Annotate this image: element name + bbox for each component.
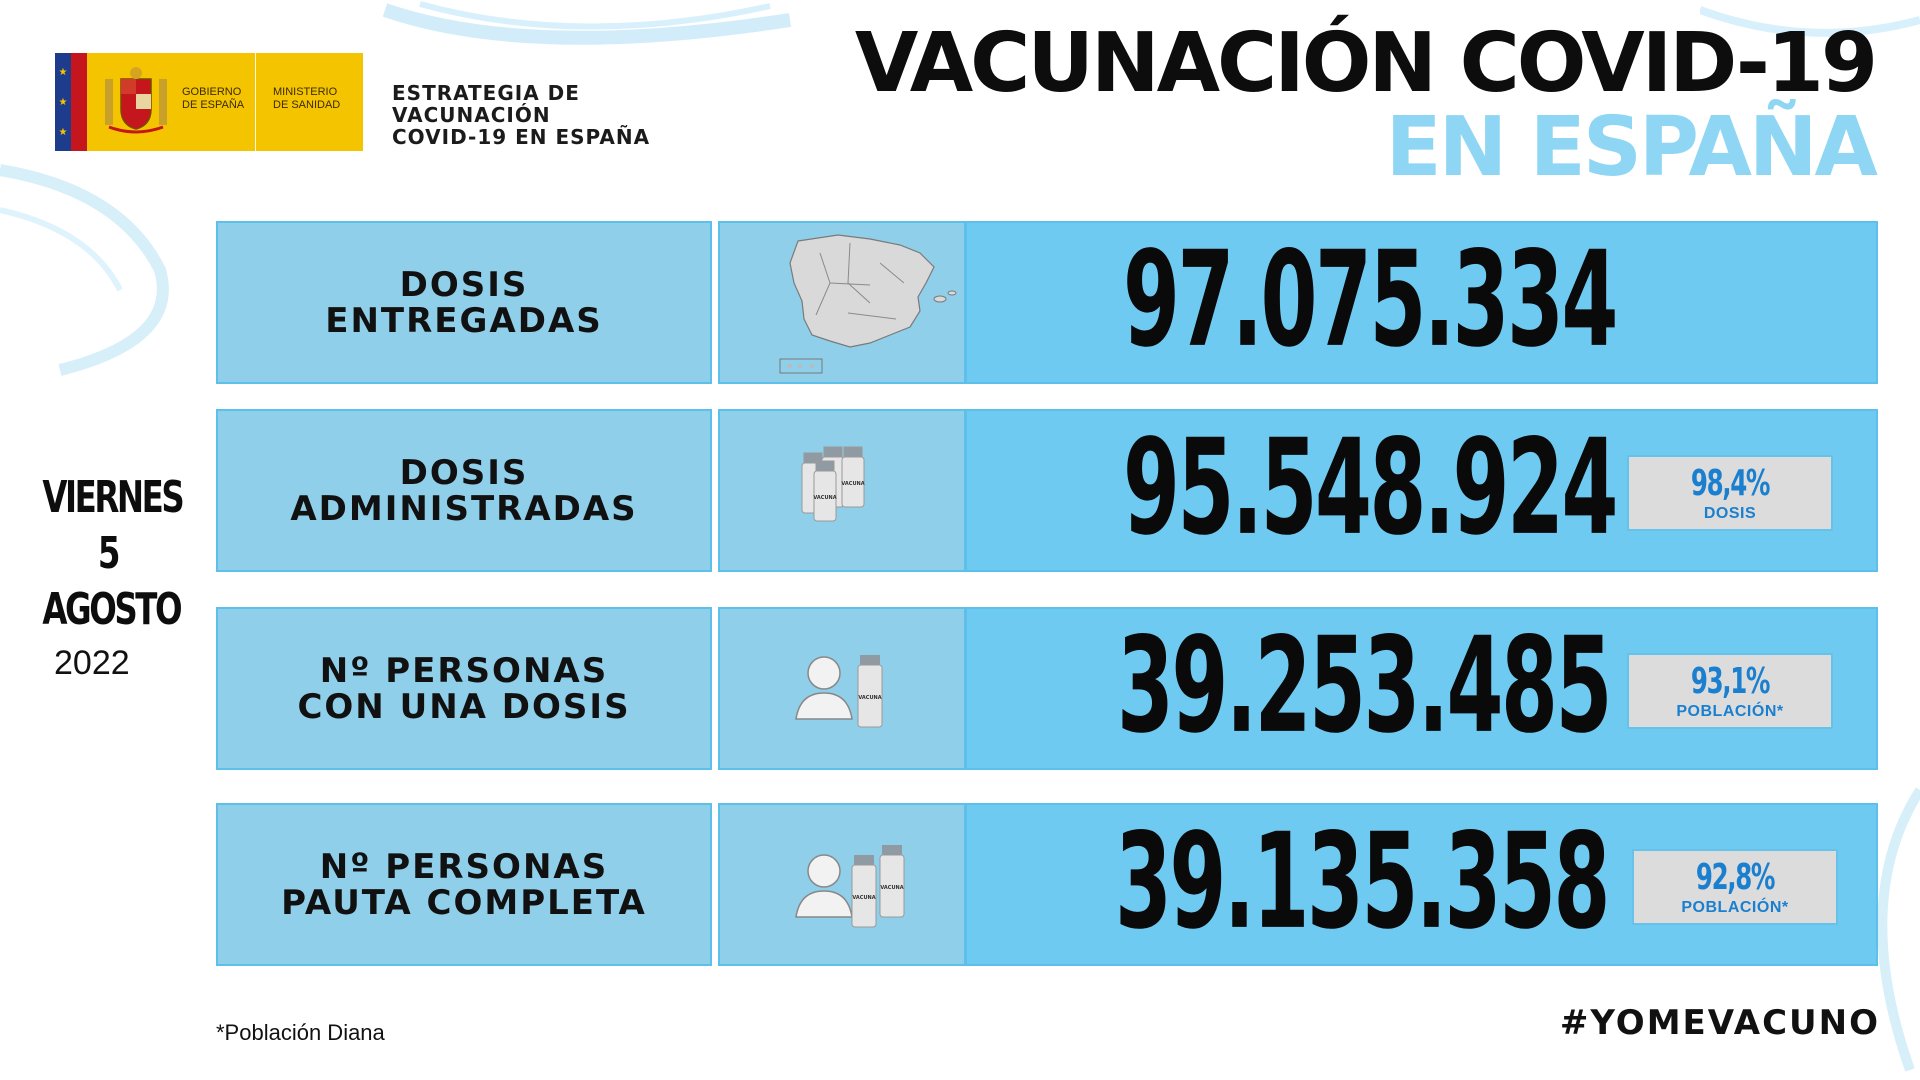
percent-badge <box>1627 455 1833 531</box>
percent-value: 93,1% <box>1690 661 1770 702</box>
svg-text:★: ★ <box>58 97 68 108</box>
svg-text:VACUNA: VACUNA <box>852 895 876 901</box>
percent-value: 98,4% <box>1690 463 1770 504</box>
ministerio-label: MINISTERIO DE SANIDAD <box>273 86 341 111</box>
stat-label-cell <box>216 221 712 384</box>
stat-label-cell <box>216 409 712 572</box>
svg-text:★: ★ <box>58 67 68 78</box>
report-date <box>28 470 188 683</box>
hashtag: #YOMEVACUNO <box>1559 1003 1880 1043</box>
stat-row-dosis-administradas <box>216 409 1878 572</box>
person-one-vial-icon <box>720 609 964 768</box>
government-logo <box>55 53 363 151</box>
stat-icon-cell <box>718 803 966 966</box>
stat-row-dosis-entregadas <box>216 221 1878 384</box>
percent-value: 92,8% <box>1695 857 1775 898</box>
stat-value-cell <box>965 221 1878 384</box>
stat-label-cell <box>216 607 712 770</box>
stat-label: Nº PERSONAS PAUTA COMPLETA <box>281 846 647 923</box>
percent-badge <box>1632 849 1838 925</box>
date-day: 5 <box>97 528 119 579</box>
date-year: 2022 <box>54 644 130 682</box>
stat-icon-cell <box>718 607 966 770</box>
svg-text:VACUNA: VACUNA <box>880 885 904 891</box>
spain-map-icon <box>720 223 964 382</box>
gobierno-label: GOBIERNO DE ESPAÑA <box>182 86 245 111</box>
person-two-vials-icon <box>720 805 964 964</box>
stat-label: DOSIS ADMINISTRADAS <box>290 452 638 529</box>
stat-label: DOSIS ENTREGADAS <box>325 264 603 341</box>
percent-badge <box>1627 653 1833 729</box>
svg-text:VACUNA: VACUNA <box>813 495 837 501</box>
footnote: *Población Diana <box>216 1020 385 1045</box>
stat-value: 39.253.485 <box>1117 608 1610 763</box>
stat-value-cell <box>965 607 1878 770</box>
stat-value: 39.135.358 <box>1115 804 1608 959</box>
strategy-line: VACUNACIÓN <box>392 103 551 127</box>
svg-text:VACUNA: VACUNA <box>858 695 882 701</box>
stat-label-cell <box>216 803 712 966</box>
svg-text:VACUNA: VACUNA <box>841 481 865 487</box>
percent-caption: POBLACIÓN* <box>1676 703 1784 720</box>
percent-caption: POBLACIÓN* <box>1681 899 1789 916</box>
stat-icon-cell <box>718 409 966 572</box>
brush-stroke-top <box>380 0 800 70</box>
date-month: AGOSTO <box>42 584 181 635</box>
stat-label: Nº PERSONAS CON UNA DOSIS <box>297 650 631 727</box>
stat-value-cell <box>965 409 1878 572</box>
svg-text:★: ★ <box>58 127 68 138</box>
date-weekday: VIERNES <box>42 472 183 523</box>
stat-icon-cell <box>718 221 966 384</box>
page-title: VACUNACIÓN COVID-19 <box>854 16 1875 111</box>
flag-red-stripe <box>71 53 87 151</box>
strategy-title <box>392 82 650 148</box>
strategy-line: ESTRATEGIA DE <box>392 81 580 105</box>
logo-divider <box>255 53 256 151</box>
stat-row-una-dosis <box>216 607 1878 770</box>
strategy-line: COVID-19 EN ESPAÑA <box>392 125 651 149</box>
coat-of-arms-icon <box>99 65 173 139</box>
stat-row-pauta-completa <box>216 803 1878 966</box>
brush-stroke-left <box>0 150 230 380</box>
page-subtitle: EN ESPAÑA <box>1385 100 1875 195</box>
percent-caption: DOSIS <box>1703 505 1757 522</box>
stat-value-cell <box>965 803 1878 966</box>
stat-value: 97.075.334 <box>1123 222 1616 377</box>
eu-flag-stripe <box>55 53 71 151</box>
stat-value: 95.548.924 <box>1123 410 1616 565</box>
vaccine-vials-icon <box>720 411 964 570</box>
